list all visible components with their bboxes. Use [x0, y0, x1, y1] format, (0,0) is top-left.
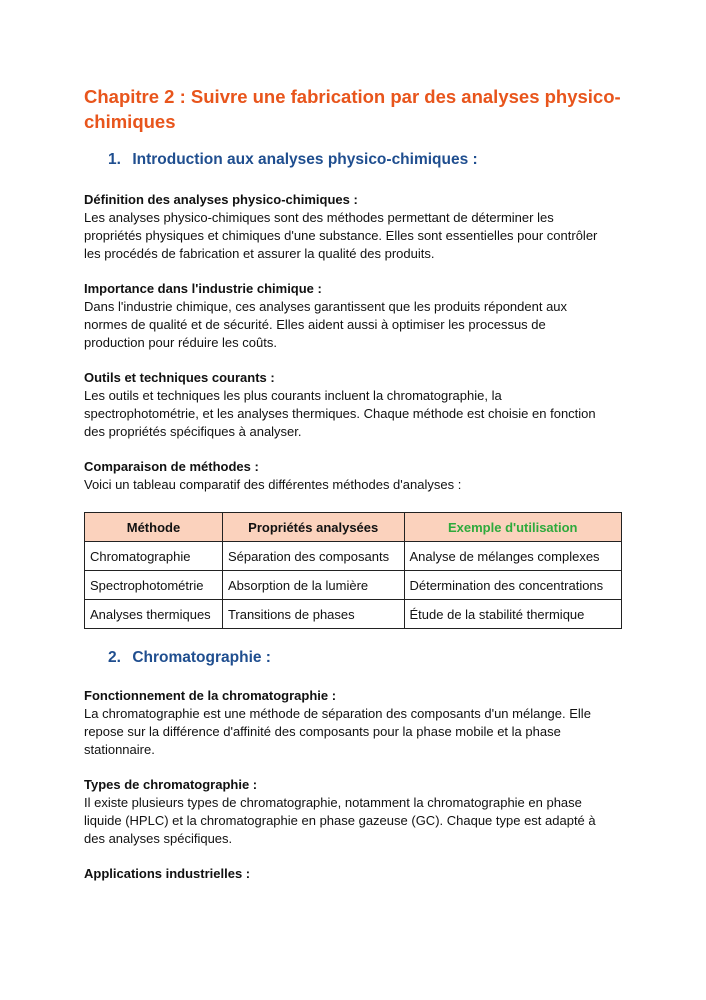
paragraph-line: stationnaire.: [84, 742, 155, 757]
paragraph-line: normes de qualité et de sécurité. Elles aident aussi à optimiser les processus de: [84, 317, 546, 332]
chapter-title: [84, 84, 624, 134]
table-header-cell: Méthode: [85, 513, 223, 542]
paragraph-types: [84, 776, 624, 848]
paragraph-title: Importance dans l'industrie chimique :: [84, 281, 322, 296]
section-heading-chromatographie: [108, 649, 271, 667]
section-title: Chromatographie :: [132, 649, 271, 666]
paragraph-outils: [84, 369, 624, 441]
paragraph-fonctionnement: [84, 687, 624, 759]
paragraph-definition: [84, 191, 624, 263]
paragraph-line: production pour réduire les coûts.: [84, 335, 277, 350]
section-title: Introduction aux analyses physico-chimiques :: [132, 151, 478, 168]
paragraph-line: spectrophotométrie, et les analyses thermiques. Chaque méthode est choisie en fonction: [84, 406, 596, 421]
table-cell: Analyse de mélanges complexes: [404, 542, 622, 571]
table-header-cell: Exemple d'utilisation: [404, 513, 622, 542]
paragraph-line: liquide (HPLC) et la chromatographie en phase gazeuse (GC). Chaque type est adapté à: [84, 813, 596, 828]
table-cell: Chromatographie: [85, 542, 223, 571]
table-row: [85, 542, 622, 571]
section-number: 1.: [108, 151, 121, 168]
paragraph-line: Il existe plusieurs types de chromatographie, notamment la chromatographie en phase: [84, 795, 582, 810]
paragraph-importance: [84, 280, 624, 352]
paragraph-line: Dans l'industrie chimique, ces analyses garantissent que les produits répondent aux: [84, 299, 568, 314]
paragraph-line: La chromatographie est une méthode de séparation des composants d'un mélange. Elle: [84, 706, 591, 721]
paragraph-title: Applications industrielles :: [84, 866, 251, 881]
paragraph-line: les procédés de fabrication et assurer la qualité des produits.: [84, 246, 435, 261]
table-cell: Spectrophotométrie: [85, 571, 223, 600]
table-cell: Analyses thermiques: [85, 600, 223, 629]
paragraph-title: Outils et techniques courants :: [84, 370, 275, 385]
paragraph-line: des propriétés spécifiques à analyser.: [84, 424, 302, 439]
paragraph-title: Comparaison de méthodes :: [84, 459, 259, 474]
table-cell: Séparation des composants: [222, 542, 404, 571]
paragraph-line: Voici un tableau comparatif des différentes méthodes d'analyses :: [84, 477, 462, 492]
paragraph-title: Définition des analyses physico-chimiques :: [84, 192, 358, 207]
table-cell: Détermination des concentrations: [404, 571, 622, 600]
table-row: [85, 600, 622, 629]
paragraph-title: Types de chromatographie :: [84, 777, 258, 792]
paragraph-title: Fonctionnement de la chromatographie :: [84, 688, 337, 703]
paragraph-applications: [84, 865, 624, 883]
paragraph-comparaison: [84, 458, 624, 494]
paragraph-line: Les analyses physico-chimiques sont des méthodes permettant de déterminer les: [84, 210, 554, 225]
paragraph-line: Les outils et techniques les plus courants incluent la chromatographie, la: [84, 388, 502, 403]
table-cell: Étude de la stabilité thermique: [404, 600, 622, 629]
section-number: 2.: [108, 649, 121, 666]
table-header-row: [85, 513, 622, 542]
table-cell: Transitions de phases: [222, 600, 404, 629]
paragraph-line: repose sur la différence d'affinité des composants pour la phase mobile et la phase: [84, 724, 561, 739]
table-cell: Absorption de la lumière: [222, 571, 404, 600]
comparison-table: [84, 512, 622, 629]
chapter-label: Chapitre 2 :: [84, 86, 186, 107]
paragraph-line: propriétés physiques et chimiques d'une substance. Elles sont essentielles pour contrôler: [84, 228, 598, 243]
table-row: [85, 571, 622, 600]
paragraph-line: des analyses spécifiques.: [84, 831, 233, 846]
section-heading-introduction: [108, 151, 478, 169]
chapter-title-text: Suivre une fabrication par des analyses physico-chimiques: [84, 86, 621, 132]
table-header-cell: Propriétés analysées: [222, 513, 404, 542]
